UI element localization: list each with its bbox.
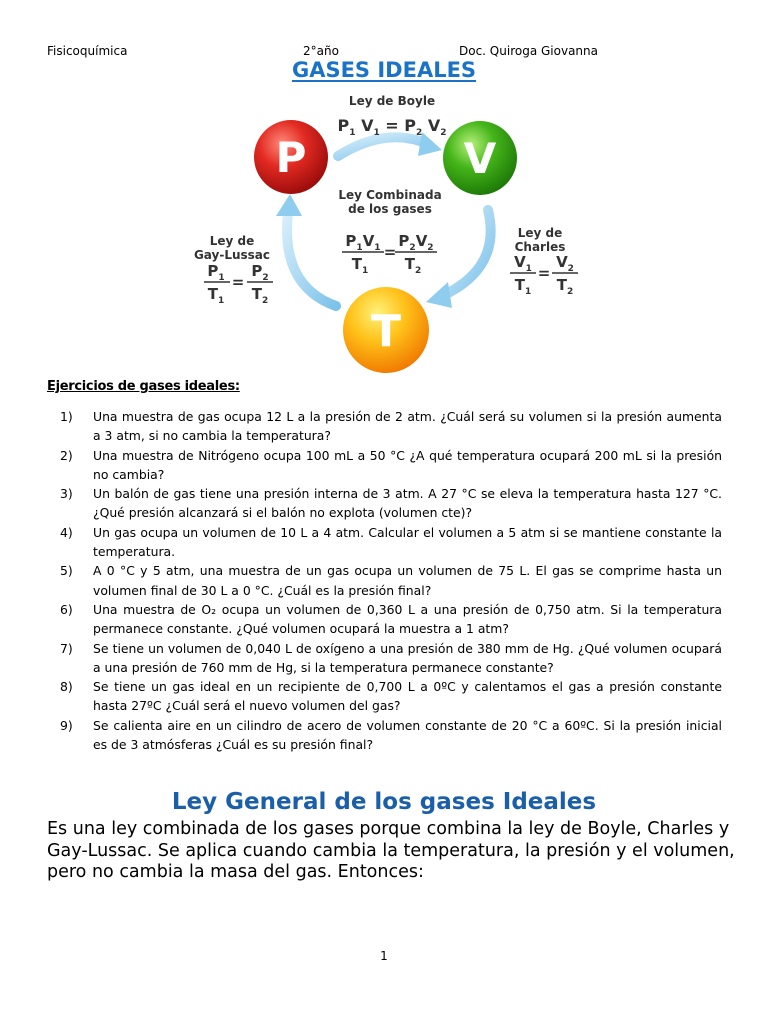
charles-label-line2: Charles — [514, 240, 566, 254]
exercise-text: Se calienta aire en un cilindro de acero de volumen constante de 20 °C a 60ºC. Si la presión inicial es de 3 atmósferas ¿Cuál es su presión final? — [93, 717, 722, 753]
boyle-law-formula: $P_1$ $V_1 = P_2$ $V_2$ — [337, 116, 447, 138]
gay-lussac-formula — [204, 262, 273, 306]
exercise-text: Un gas ocupa un volumen de 10 L a 4 atm. Calcular el volumen a 5 atm si se mantiene constante la temperatura. — [93, 524, 722, 560]
svg-text:T2: $T_2$ — [556, 276, 574, 297]
exercise-number: 2) — [60, 447, 73, 463]
charles-formula — [510, 253, 578, 297]
gas-laws-diagram-svg — [190, 90, 590, 375]
exercise-text: A 0 °C y 5 atm, una muestra de un gas ocupa un volumen de 75 L. El gas se comprime hasta un volumen final de 30 L a 0 °C. ¿Cuál es la presión final? — [93, 563, 722, 598]
charles-label-line1: Ley de — [517, 226, 563, 240]
exercise-number: 6) — [60, 601, 73, 617]
page-title — [0, 58, 768, 82]
exercise-text: Se tiene un gas ideal en un recipiente de 0,700 L a 0ºC y calentamos el gas a presión constante hasta 27ºC ¿Cuál será el nuevo volumen del gas? — [93, 679, 722, 714]
exercise-item — [60, 561, 722, 600]
exercise-text: Un balón de gas tiene una presión interna de 3 atm. A 27 °C se eleva la temperatura hasta 127 °C. ¿Qué presión alcanzará si el balón no explota (volumen cte)? — [93, 486, 722, 521]
section-body: Es una ley combinada de los gases porque combina la ley de Boyle, Charles y Gay-Lussac. Se aplica cuando cambia la temperatura, la presión y el volumen, pero no cambia la masa del gas. Entonces: — [47, 819, 735, 882]
temperature-symbol: T — [370, 306, 402, 357]
section-title: Ley General de los gases Ideales — [171, 789, 597, 815]
exercise-text: Una muestra de O₂ ocupa un volumen de 0,360 L a una presión de 0,750 atm. Si la temperatura permanece constante. ¿Qué volumen ocupará la muestra a 1 atm? — [93, 601, 722, 637]
exercise-list — [60, 407, 722, 754]
exercise-item — [60, 446, 722, 485]
svg-text:V2: $V_2$ — [556, 253, 574, 274]
exercise-text: Se tiene un volumen de 0,040 L de oxígeno a una presión de 380 mm de Hg. ¿Qué volumen ocupará a una presión de 760 mm de Hg, si la temperatura permanece constante? — [93, 640, 722, 675]
svg-text:T2: $T_2$ — [251, 285, 269, 306]
svg-text:P2: $P_2$ — [251, 262, 269, 283]
svg-text:V1: $V_1$ — [514, 253, 532, 274]
boyle-law-label: Ley de Boyle — [348, 94, 436, 108]
exercise-text: Una muestra de gas ocupa 12 L a la presión de 2 atm. ¿Cuál será su volumen si la presión aumenta a 3 atm, si no cambia la temperatura? — [93, 409, 722, 444]
exercise-item — [60, 639, 722, 678]
exercise-number: 8) — [60, 679, 73, 695]
temperature-circle — [343, 287, 429, 373]
exercise-number: 1) — [60, 409, 73, 424]
svg-text:P2V2: $P_2V_2$ — [398, 232, 434, 253]
exercise-item — [60, 407, 722, 446]
pressure-symbol: P — [275, 133, 307, 182]
exercise-number: 5) — [60, 563, 73, 579]
svg-text:T2: $T_2$ — [404, 255, 422, 276]
page-number: 1 — [380, 949, 388, 963]
svg-text:=: = — [231, 273, 245, 291]
gay-lussac-label-line2: Gay-Lussac — [193, 248, 271, 262]
svg-text:=: = — [383, 243, 397, 261]
exercise-item — [60, 716, 722, 755]
exercise-text: Una muestra de Nitrógeno ocupa 100 mL a 50 °C ¿A qué temperatura ocupará 200 mL si la presión no cambia? — [93, 447, 722, 482]
exercises-heading: Ejercicios de gases ideales: — [47, 379, 240, 394]
svg-text:=: = — [537, 264, 551, 282]
svg-text:T1: $T_1$ — [351, 255, 369, 276]
exercise-item — [60, 677, 722, 716]
exercise-item — [60, 523, 722, 562]
volume-symbol: V — [463, 134, 497, 183]
svg-text:P1: $P_1$ — [207, 262, 225, 283]
combined-law-label-line2: de los gases — [348, 202, 432, 216]
exercise-item — [60, 600, 722, 639]
volume-circle — [443, 121, 517, 195]
arrow-v-to-t — [426, 210, 491, 308]
header-year: 2°año — [303, 44, 339, 58]
exercise-number: 9) — [60, 717, 73, 733]
combined-law-formula — [342, 232, 437, 276]
arrow-t-to-p — [276, 194, 336, 306]
header-subject: Fisicoquímica — [47, 44, 128, 58]
header-teacher: Doc. Quiroga Giovanna — [459, 44, 598, 58]
exercise-item — [60, 484, 722, 523]
exercise-number: 4) — [60, 524, 73, 540]
svg-text:T1: $T_1$ — [207, 285, 225, 306]
svg-text:P1V1: $P_1V_1$ — [345, 232, 381, 253]
combined-law-label-line1: Ley Combinada — [338, 188, 442, 202]
exercise-number: 3) — [60, 486, 73, 502]
gas-laws-diagram — [190, 90, 590, 375]
svg-text:T1: $T_1$ — [514, 276, 532, 297]
pressure-circle — [254, 120, 328, 194]
exercise-number: 7) — [60, 640, 73, 656]
gay-lussac-label-line1: Ley de — [209, 234, 255, 248]
page-title-text: GASES IDEALES — [291, 58, 477, 82]
